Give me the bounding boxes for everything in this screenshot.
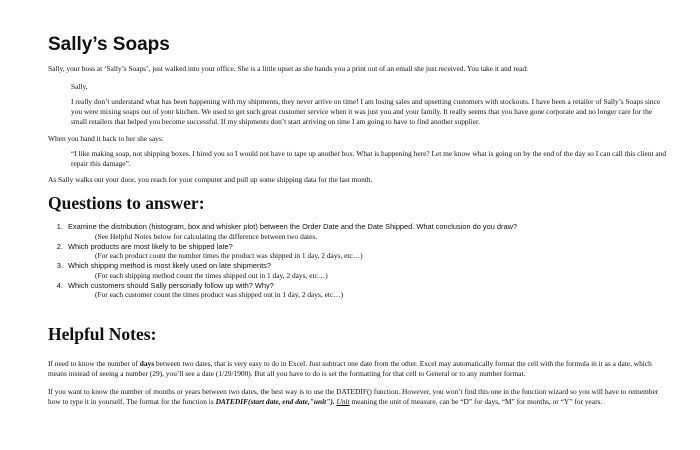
note-datedif-after: meaning the unit of measure, can be “D” for days, “M” for months, or “Y” for years.: [349, 397, 603, 407]
question-hint: (For each product count the number times the product was shipped in 1 day, 2 days, etc…): [95, 251, 363, 261]
question-text: Which products are most likely to be shipped late?: [68, 241, 233, 251]
datedif-formula: DATEDIF(start date, end date,"unit").: [215, 397, 335, 407]
questions-list: [48, 222, 668, 300]
intro-paragraph: Sally, your boss at ‘Sally’s Soaps’, just walked into your office. She is a little upset as she hands you a print out of an email she just received. You take it and read:: [48, 64, 529, 73]
note-days-bold: days: [139, 358, 155, 368]
email-body: I really don’t understand what has been happening with my shipments, they never arrive on time! I am losing sales and upsetting customers with stockouts. I have been a retailer of Sally’s Soaps since you were mixing soaps out of your kitchen. We used to get such great customer service when it was just you and your family. It really seems that you have gone corporate and no longer care for the small retailers that helped you become successful. If my shipments don’t start arriving on time I am going to have to find another supplier.: [71, 97, 661, 126]
questions-heading: Questions to answer:: [48, 193, 205, 214]
question-hint: (For each customer count the times product was shipped out in 1 day, 2 days, etc…): [95, 290, 344, 300]
question-text: Which customers should Sally personally follow up with? Why?: [68, 280, 274, 290]
sally-quote: “I like making soap, not shipping boxes. I hired you so I would not have to tape up another box. What is happening here? Let me know what is going on by the end of the day so I can call this client and repair this damage”.: [71, 149, 667, 168]
note-days-before: If need to know the number of: [48, 358, 140, 368]
question-item-3: [65, 261, 668, 280]
note-datedif: [48, 387, 668, 406]
page-title: Sally’s Soaps: [48, 34, 170, 55]
question-text: Examine the distribution (histogram, box and whisker plot) between the Order Date and the Date Shipped. What conclusion do you draw?: [68, 222, 518, 232]
question-item-2: [65, 242, 668, 261]
note-datedif-before: If you want to know the number of months or years between two dates, the best way is to use the DATEDIF() function. However, you won’t find this one in the function wizard so you will have to remember how to type it in yourself. The format for the function is: [48, 387, 659, 407]
question-hint: (See Helpful Notes below for calculating the difference between two dates.: [95, 232, 318, 242]
note-days-after: between two dates, that is very easy to do in Excel. Just subtract one date from the other. Excel may automatically format the cell with the formula in it as a date, which means instead of seeing a number (29), you’ll see a date (1/29/1900). But all you have to do is set the formatting for that cell to General or to any number format.: [48, 358, 652, 378]
handback-paragraph: When you hand it back to her she says:: [48, 133, 164, 143]
walkout-paragraph: As Sally walks out your door, you reach for your computer and pull up some shipping data for the last month.: [48, 174, 373, 184]
document-page: [48, 34, 668, 407]
question-hint: (For each shipping method count the times shipped out in 1 day, 2 days, etc…): [95, 270, 328, 280]
note-days: [48, 359, 668, 378]
unit-word: Unit: [336, 397, 350, 407]
question-text: Which shipping method is most likely used on late shipments?: [68, 261, 271, 271]
question-item-1: [65, 222, 668, 241]
email-salutation: Sally,: [71, 81, 88, 91]
email-quote: [71, 82, 668, 127]
question-item-4: [65, 281, 668, 300]
notes-heading: Helpful Notes:: [48, 323, 157, 344]
